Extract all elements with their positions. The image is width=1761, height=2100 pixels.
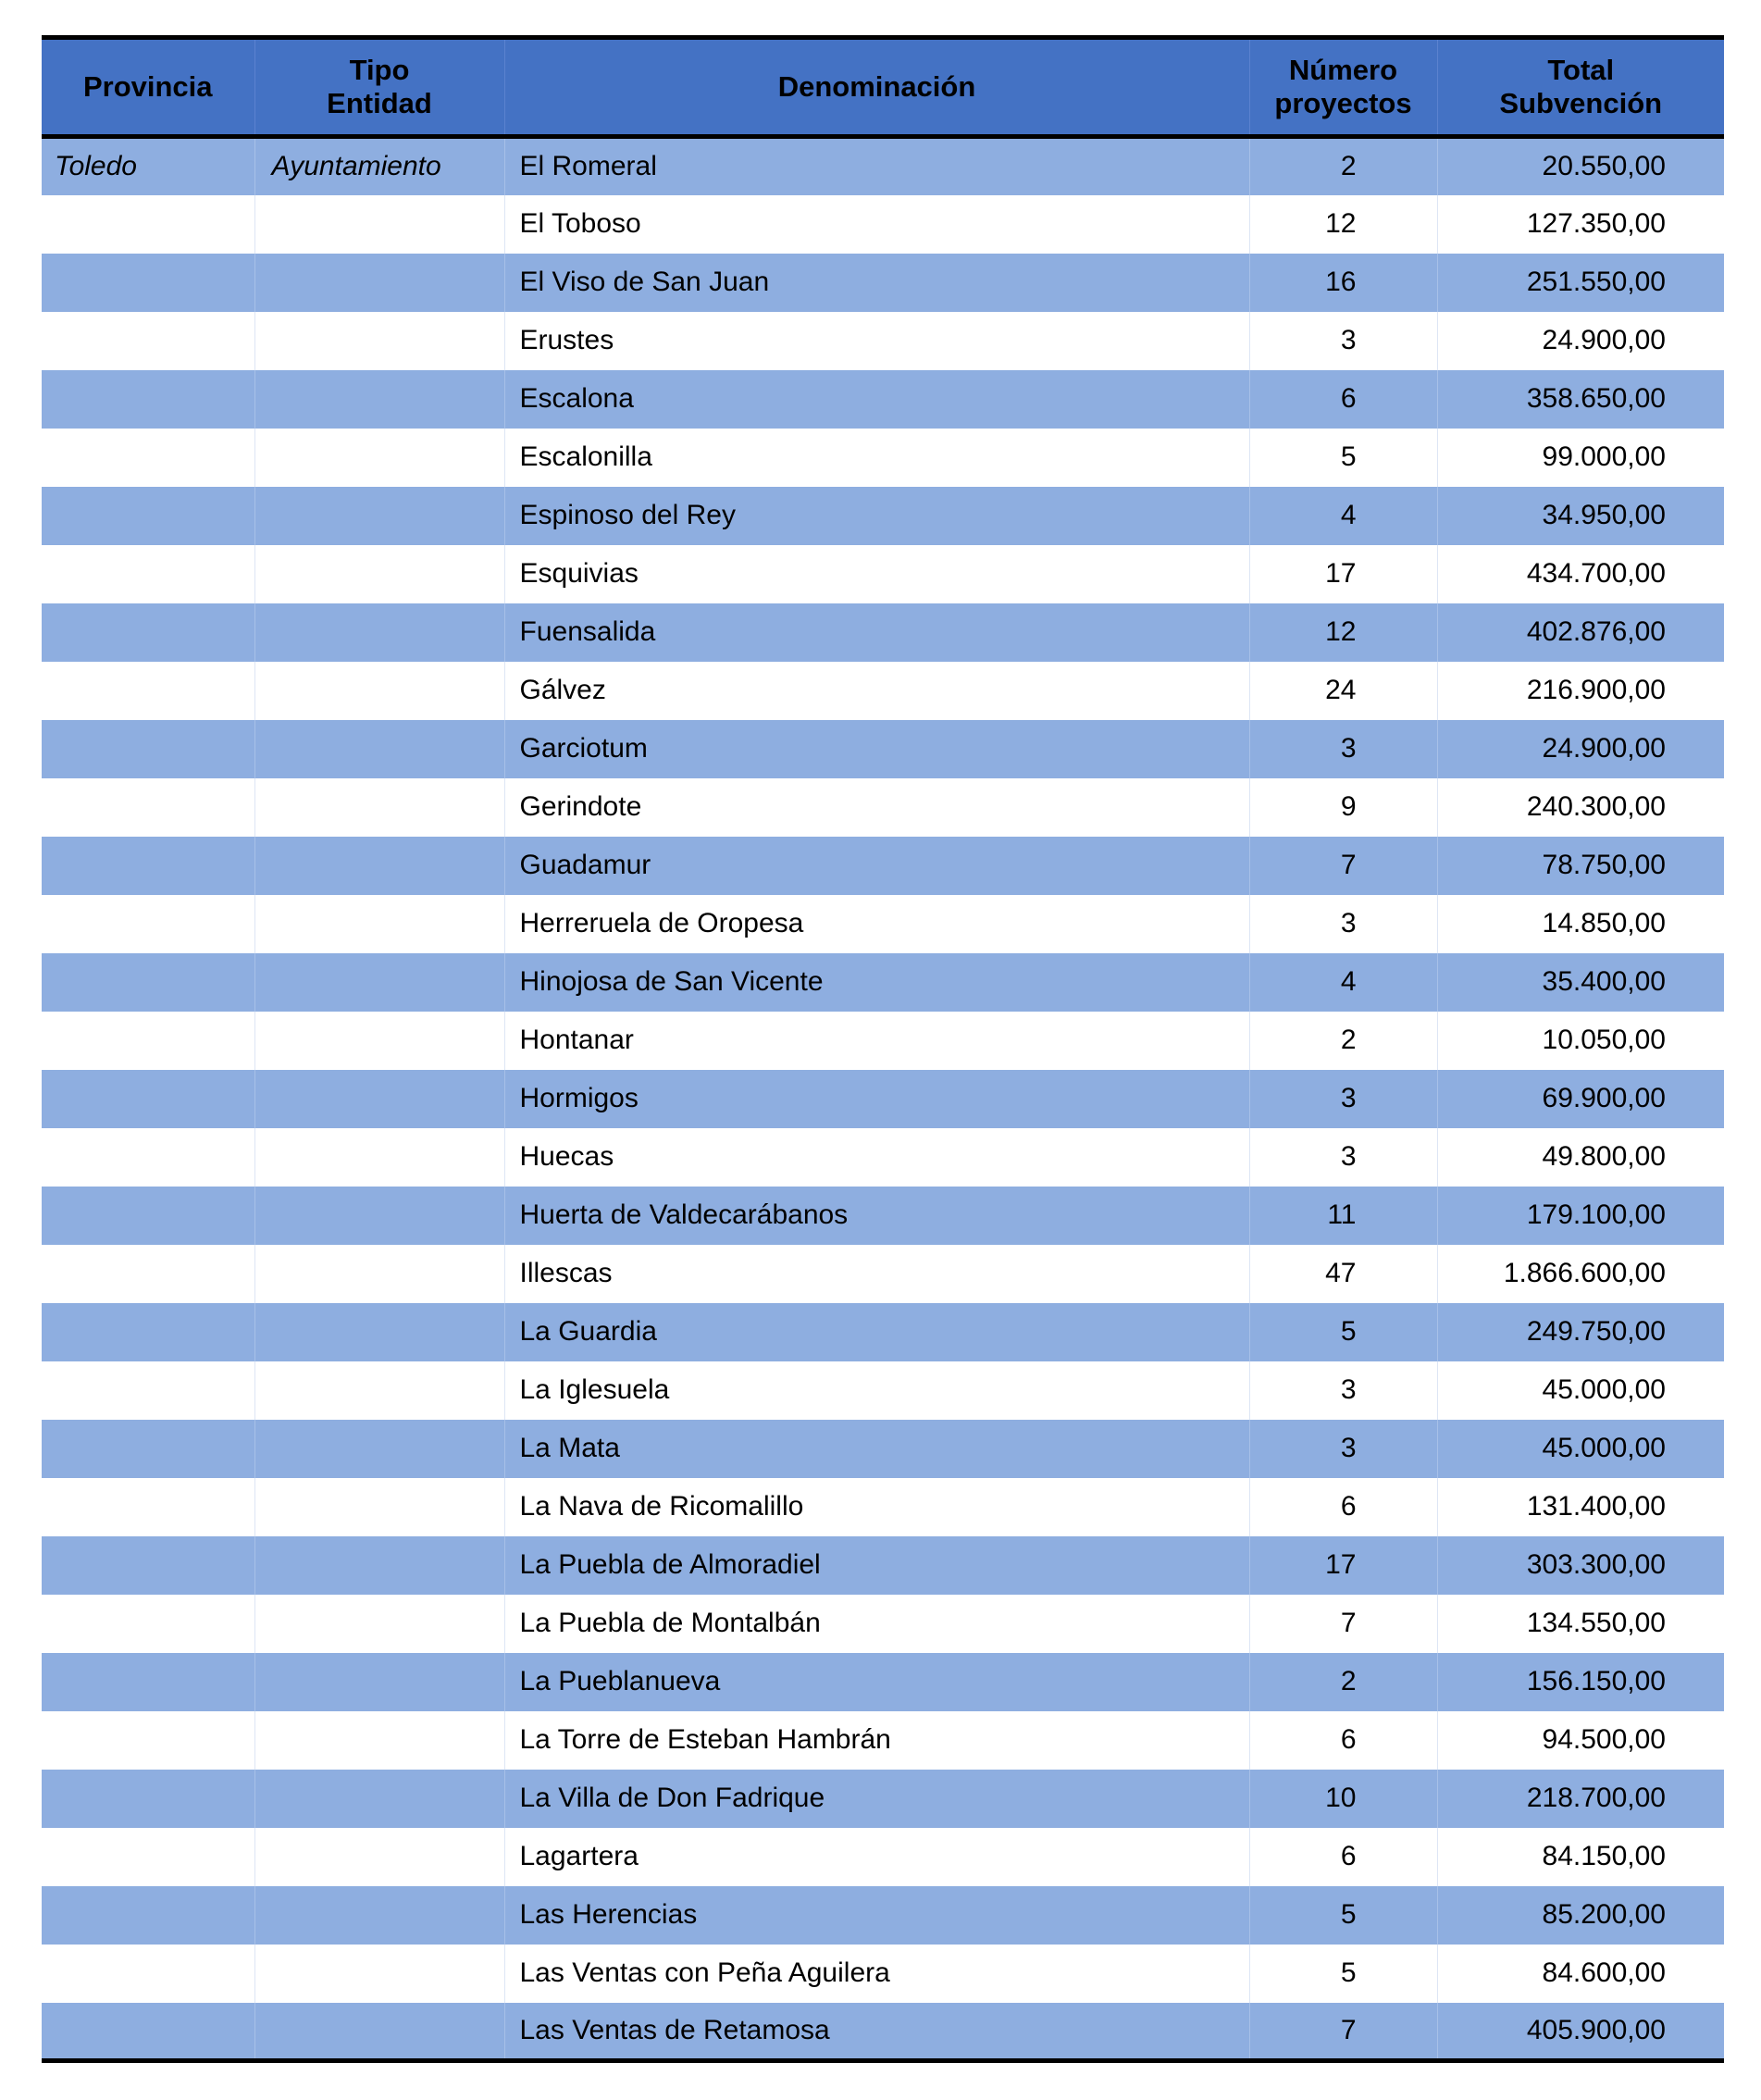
cell-tipo-entidad (254, 1945, 504, 2003)
cell-total-subvencion: 358.650,00 (1437, 370, 1724, 429)
cell-tipo-entidad (254, 778, 504, 837)
cell-provincia (42, 1012, 254, 1070)
cell-total-subvencion: 14.850,00 (1437, 895, 1724, 953)
header-denominacion: Denominación (504, 38, 1249, 137)
table-row (42, 953, 1724, 1012)
cell-provincia (42, 1245, 254, 1303)
cell-tipo-entidad (254, 1361, 504, 1420)
table-body (42, 137, 1724, 2061)
cell-provincia (42, 1420, 254, 1478)
table-row (42, 1128, 1724, 1187)
cell-total-subvencion: 216.900,00 (1437, 662, 1724, 720)
cell-provincia (42, 1478, 254, 1536)
table-row (42, 1711, 1724, 1770)
header-total-subvencion: Total Subvención (1437, 38, 1724, 137)
cell-numero-proyectos: 3 (1249, 1128, 1437, 1187)
cell-tipo-entidad (254, 1187, 504, 1245)
cell-provincia (42, 720, 254, 778)
table-row (42, 254, 1724, 312)
cell-numero-proyectos: 17 (1249, 1536, 1437, 1595)
cell-numero-proyectos: 6 (1249, 370, 1437, 429)
table-row (42, 312, 1724, 370)
table-row (42, 1536, 1724, 1595)
cell-total-subvencion: 218.700,00 (1437, 1770, 1724, 1828)
cell-numero-proyectos: 6 (1249, 1828, 1437, 1886)
cell-denominacion: Las Ventas con Peña Aguilera (504, 1945, 1249, 2003)
cell-denominacion: Gerindote (504, 778, 1249, 837)
cell-tipo-entidad (254, 953, 504, 1012)
cell-numero-proyectos: 7 (1249, 1595, 1437, 1653)
cell-provincia (42, 837, 254, 895)
cell-provincia (42, 662, 254, 720)
cell-numero-proyectos: 10 (1249, 1770, 1437, 1828)
cell-numero-proyectos: 12 (1249, 603, 1437, 662)
cell-tipo-entidad (254, 720, 504, 778)
cell-provincia (42, 545, 254, 603)
cell-numero-proyectos: 3 (1249, 1070, 1437, 1128)
cell-tipo-entidad (254, 1653, 504, 1711)
cell-denominacion: Hinojosa de San Vicente (504, 953, 1249, 1012)
cell-numero-proyectos: 11 (1249, 1187, 1437, 1245)
cell-total-subvencion: 131.400,00 (1437, 1478, 1724, 1536)
cell-total-subvencion: 84.600,00 (1437, 1945, 1724, 2003)
cell-total-subvencion: 303.300,00 (1437, 1536, 1724, 1595)
cell-total-subvencion: 179.100,00 (1437, 1187, 1724, 1245)
table-row (42, 1770, 1724, 1828)
cell-denominacion: La Torre de Esteban Hambrán (504, 1711, 1249, 1770)
cell-provincia (42, 1303, 254, 1361)
cell-tipo-entidad (254, 1128, 504, 1187)
cell-provincia (42, 1361, 254, 1420)
cell-tipo-entidad (254, 254, 504, 312)
cell-denominacion: El Toboso (504, 195, 1249, 254)
cell-provincia (42, 1828, 254, 1886)
cell-numero-proyectos: 12 (1249, 195, 1437, 254)
table-row (42, 1070, 1724, 1128)
cell-denominacion: Espinoso del Rey (504, 487, 1249, 545)
header-numero-proyectos: Número proyectos (1249, 38, 1437, 137)
cell-denominacion: Garciotum (504, 720, 1249, 778)
header-tipo-entidad: Tipo Entidad (254, 38, 504, 137)
table-row (42, 1420, 1724, 1478)
cell-numero-proyectos: 6 (1249, 1478, 1437, 1536)
cell-denominacion: Huerta de Valdecarábanos (504, 1187, 1249, 1245)
cell-tipo-entidad (254, 1770, 504, 1828)
cell-total-subvencion: 127.350,00 (1437, 195, 1724, 254)
cell-tipo-entidad (254, 603, 504, 662)
cell-tipo-entidad (254, 195, 504, 254)
cell-numero-proyectos: 5 (1249, 429, 1437, 487)
cell-tipo-entidad (254, 1012, 504, 1070)
cell-denominacion: Gálvez (504, 662, 1249, 720)
cell-total-subvencion: 24.900,00 (1437, 312, 1724, 370)
cell-total-subvencion: 402.876,00 (1437, 603, 1724, 662)
cell-provincia (42, 254, 254, 312)
cell-provincia (42, 1595, 254, 1653)
cell-tipo-entidad (254, 1886, 504, 1945)
table-row (42, 1012, 1724, 1070)
subsidy-table (42, 35, 1724, 2063)
cell-numero-proyectos: 7 (1249, 837, 1437, 895)
cell-numero-proyectos: 4 (1249, 953, 1437, 1012)
table-row (42, 1187, 1724, 1245)
table-row (42, 1945, 1724, 2003)
cell-total-subvencion: 84.150,00 (1437, 1828, 1724, 1886)
cell-provincia (42, 1536, 254, 1595)
cell-total-subvencion: 20.550,00 (1437, 137, 1724, 195)
cell-total-subvencion: 249.750,00 (1437, 1303, 1724, 1361)
cell-provincia (42, 1070, 254, 1128)
cell-numero-proyectos: 3 (1249, 720, 1437, 778)
cell-total-subvencion: 10.050,00 (1437, 1012, 1724, 1070)
table-row (42, 1595, 1724, 1653)
cell-numero-proyectos: 3 (1249, 895, 1437, 953)
cell-total-subvencion: 78.750,00 (1437, 837, 1724, 895)
cell-provincia (42, 953, 254, 1012)
table-row (42, 1361, 1724, 1420)
cell-numero-proyectos: 2 (1249, 137, 1437, 195)
cell-denominacion: La Guardia (504, 1303, 1249, 1361)
cell-denominacion: Escalonilla (504, 429, 1249, 487)
cell-denominacion: Huecas (504, 1128, 1249, 1187)
cell-total-subvencion: 134.550,00 (1437, 1595, 1724, 1653)
table-row (42, 1828, 1724, 1886)
cell-provincia (42, 603, 254, 662)
cell-numero-proyectos: 3 (1249, 1420, 1437, 1478)
table-row (42, 1303, 1724, 1361)
cell-numero-proyectos: 9 (1249, 778, 1437, 837)
cell-numero-proyectos: 3 (1249, 312, 1437, 370)
cell-denominacion: Guadamur (504, 837, 1249, 895)
cell-denominacion: Las Herencias (504, 1886, 1249, 1945)
cell-total-subvencion: 94.500,00 (1437, 1711, 1724, 1770)
cell-provincia (42, 1128, 254, 1187)
cell-tipo-entidad (254, 2003, 504, 2061)
cell-tipo-entidad: Ayuntamiento (254, 137, 504, 195)
cell-provincia (42, 1886, 254, 1945)
cell-total-subvencion: 99.000,00 (1437, 429, 1724, 487)
cell-tipo-entidad (254, 1828, 504, 1886)
cell-denominacion: La Pueblanueva (504, 1653, 1249, 1711)
cell-denominacion: Lagartera (504, 1828, 1249, 1886)
table-row (42, 720, 1724, 778)
cell-denominacion: Hormigos (504, 1070, 1249, 1128)
cell-denominacion: Fuensalida (504, 603, 1249, 662)
cell-numero-proyectos: 16 (1249, 254, 1437, 312)
cell-tipo-entidad (254, 370, 504, 429)
cell-numero-proyectos: 5 (1249, 1303, 1437, 1361)
cell-tipo-entidad (254, 1303, 504, 1361)
cell-numero-proyectos: 7 (1249, 2003, 1437, 2061)
cell-tipo-entidad (254, 895, 504, 953)
cell-tipo-entidad (254, 1711, 504, 1770)
cell-total-subvencion: 35.400,00 (1437, 953, 1724, 1012)
table-row (42, 1653, 1724, 1711)
cell-tipo-entidad (254, 429, 504, 487)
table-header (42, 38, 1724, 137)
cell-numero-proyectos: 5 (1249, 1945, 1437, 2003)
cell-denominacion: Herreruela de Oropesa (504, 895, 1249, 953)
cell-numero-proyectos: 47 (1249, 1245, 1437, 1303)
table-row (42, 2003, 1724, 2061)
cell-total-subvencion: 69.900,00 (1437, 1070, 1724, 1128)
cell-denominacion: La Puebla de Montalbán (504, 1595, 1249, 1653)
cell-denominacion: La Nava de Ricomalillo (504, 1478, 1249, 1536)
cell-numero-proyectos: 24 (1249, 662, 1437, 720)
table-row (42, 195, 1724, 254)
cell-total-subvencion: 45.000,00 (1437, 1420, 1724, 1478)
cell-tipo-entidad (254, 1245, 504, 1303)
cell-tipo-entidad (254, 545, 504, 603)
cell-denominacion: La Puebla de Almoradiel (504, 1536, 1249, 1595)
cell-denominacion: La Iglesuela (504, 1361, 1249, 1420)
cell-provincia: Toledo (55, 151, 137, 182)
cell-denominacion: El Viso de San Juan (504, 254, 1249, 312)
cell-numero-proyectos: 17 (1249, 545, 1437, 603)
cell-tipo-entidad (254, 312, 504, 370)
cell-provincia (42, 1187, 254, 1245)
table-row (42, 429, 1724, 487)
cell-denominacion: Erustes (504, 312, 1249, 370)
cell-total-subvencion: 156.150,00 (1437, 1653, 1724, 1711)
cell-tipo-entidad (254, 837, 504, 895)
cell-numero-proyectos: 2 (1249, 1653, 1437, 1711)
cell-tipo-entidad (254, 1536, 504, 1595)
cell-total-subvencion: 24.900,00 (1437, 720, 1724, 778)
cell-tipo-entidad (254, 1595, 504, 1653)
cell-total-subvencion: 45.000,00 (1437, 1361, 1724, 1420)
cell-numero-proyectos: 4 (1249, 487, 1437, 545)
cell-provincia (42, 778, 254, 837)
cell-denominacion: Escalona (504, 370, 1249, 429)
cell-total-subvencion: 240.300,00 (1437, 778, 1724, 837)
table-row (42, 662, 1724, 720)
table-row (42, 1245, 1724, 1303)
table-row (42, 603, 1724, 662)
cell-denominacion: Las Ventas de Retamosa (504, 2003, 1249, 2061)
cell-provincia (42, 2003, 254, 2061)
header-row (42, 38, 1724, 137)
table-row (42, 837, 1724, 895)
cell-provincia (42, 195, 254, 254)
cell-denominacion: El Romeral (504, 137, 1249, 195)
cell-provincia (42, 429, 254, 487)
cell-total-subvencion: 85.200,00 (1437, 1886, 1724, 1945)
cell-provincia (42, 1770, 254, 1828)
subsidy-table-container (42, 35, 1724, 2063)
cell-provincia (42, 370, 254, 429)
table-row (42, 370, 1724, 429)
cell-tipo-entidad (254, 1420, 504, 1478)
cell-tipo-entidad (254, 662, 504, 720)
cell-total-subvencion: 1.866.600,00 (1437, 1245, 1724, 1303)
cell-total-subvencion: 34.950,00 (1437, 487, 1724, 545)
cell-provincia (42, 312, 254, 370)
cell-denominacion: La Mata (504, 1420, 1249, 1478)
cell-denominacion: Illescas (504, 1245, 1249, 1303)
cell-numero-proyectos: 6 (1249, 1711, 1437, 1770)
cell-provincia (42, 1711, 254, 1770)
cell-tipo-entidad (254, 487, 504, 545)
cell-total-subvencion: 434.700,00 (1437, 545, 1724, 603)
cell-provincia (42, 895, 254, 953)
cell-tipo-entidad (254, 1478, 504, 1536)
cell-total-subvencion: 49.800,00 (1437, 1128, 1724, 1187)
cell-provincia (42, 487, 254, 545)
cell-total-subvencion: 405.900,00 (1437, 2003, 1724, 2061)
cell-provincia (42, 1653, 254, 1711)
cell-tipo-entidad (254, 1070, 504, 1128)
table-row (42, 137, 1724, 195)
table-row (42, 778, 1724, 837)
table-row (42, 1886, 1724, 1945)
cell-numero-proyectos: 3 (1249, 1361, 1437, 1420)
table-row (42, 487, 1724, 545)
cell-provincia (42, 1945, 254, 2003)
cell-numero-proyectos: 5 (1249, 1886, 1437, 1945)
header-provincia: Provincia (82, 70, 213, 103)
table-row (42, 1478, 1724, 1536)
table-row (42, 895, 1724, 953)
cell-denominacion: Esquivias (504, 545, 1249, 603)
cell-total-subvencion: 251.550,00 (1437, 254, 1724, 312)
cell-numero-proyectos: 2 (1249, 1012, 1437, 1070)
cell-denominacion: La Villa de Don Fadrique (504, 1770, 1249, 1828)
cell-denominacion: Hontanar (504, 1012, 1249, 1070)
table-row (42, 545, 1724, 603)
